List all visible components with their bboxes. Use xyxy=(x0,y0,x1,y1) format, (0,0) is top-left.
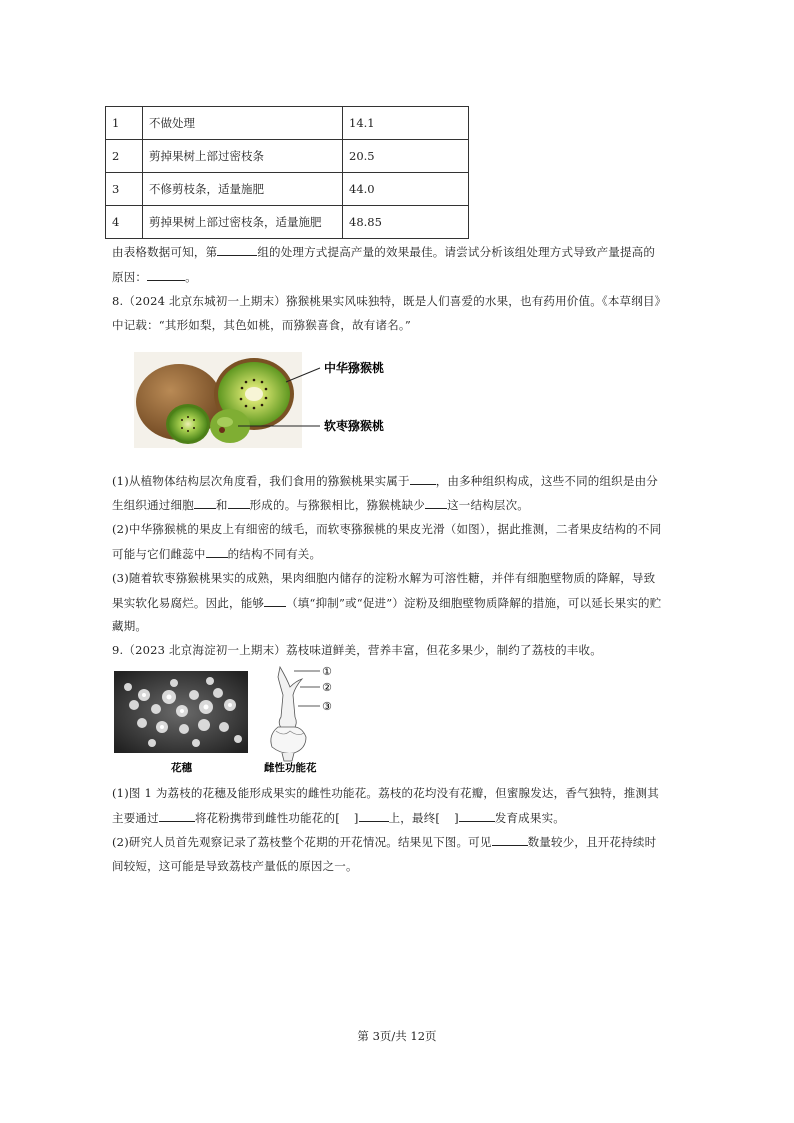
female-flower-icon xyxy=(271,667,306,761)
blank[interactable] xyxy=(159,809,195,822)
blank[interactable] xyxy=(147,268,185,281)
caption-female-flower: 雌性功能花 xyxy=(264,762,317,774)
kiwi-figure xyxy=(134,352,404,448)
q9-s1-line-1: (1)图 1 为荔枝的花穗及能形成果实的雌性功能花。荔枝的花均没有花瓣，但蜜腺发达，香气独特，推测其 xyxy=(112,786,659,800)
blank[interactable] xyxy=(425,496,447,509)
q8-s2-line-1: (2)中华猕猴桃的果皮上有细密的绒毛，而软枣猕猴桃的果皮光滑（如图），据此推测，二者果皮结构的不同 xyxy=(112,522,662,536)
table-cell: 48.85 xyxy=(343,206,469,239)
table-cell: 14.1 xyxy=(343,107,469,140)
blank[interactable] xyxy=(459,809,495,822)
lychee-figure xyxy=(114,665,354,777)
q7-line-1: 由表格数据可知，第 组的处理方式提高产量的效果最佳。请尝试分析该组处理方式导致产量提高的 xyxy=(112,245,656,259)
small-kiwi-half-icon xyxy=(169,407,207,441)
q7-line-2: 原因： 。 xyxy=(112,270,197,284)
table-cell: 1 xyxy=(106,107,143,140)
table-cell: 不修剪枝条，适量施肥 xyxy=(143,173,343,206)
caption-flower-spike: 花穗 xyxy=(171,762,192,774)
blank[interactable] xyxy=(410,472,436,485)
table-row xyxy=(106,140,469,173)
table-cell: 2 xyxy=(106,140,143,173)
label-ruanzao-kiwi: 软枣猕猴桃 xyxy=(324,419,385,433)
blank[interactable] xyxy=(206,545,228,558)
table-row xyxy=(106,107,469,140)
blank[interactable] xyxy=(228,496,250,509)
q9-s2-line-1: (2)研究人员首先观察记录了荔枝整个花期的开花情况。结果见下图。可见 数量较少，且开花持续时 xyxy=(112,835,657,849)
marker-3: ③ xyxy=(322,700,332,713)
blank[interactable] xyxy=(217,243,257,256)
table-cell: 剪掉果树上部过密枝条 xyxy=(143,140,343,173)
table-cell: 不做处理 xyxy=(143,107,343,140)
q8-s1-line-2: 生组织通过细胞 和 形成的。与猕猴相比，猕猴桃缺少 这一结构层次。 xyxy=(112,498,530,512)
q8-intro-1: 8.（2024 北京东城初一上期末）猕猴桃果实风味独特，既是人们喜爱的水果，也有药用价值。《本草纲目》 xyxy=(112,294,667,308)
table-row xyxy=(106,173,469,206)
q8-s2-line-2: 可能与它们雌蕊中 的结构不同有关。 xyxy=(112,547,322,561)
q9-s2-line-2: 间较短，这可能是导致荔枝产量低的原因之一。 xyxy=(112,859,358,873)
blank[interactable] xyxy=(264,594,286,607)
q9-intro: 9.（2023 北京海淀初一上期末）荔枝味道鲜美，营养丰富，但花多果少，制约了荔枝的丰收。 xyxy=(112,643,602,657)
blank[interactable] xyxy=(492,833,528,846)
yield-table xyxy=(105,106,469,239)
page-footer: 第 3页/共 12页 xyxy=(357,1029,437,1043)
marker-2: ② xyxy=(322,681,332,694)
blank[interactable] xyxy=(194,496,216,509)
table-cell: 剪掉果树上部过密枝条，适量施肥 xyxy=(143,206,343,239)
table-cell: 3 xyxy=(106,173,143,206)
blank[interactable] xyxy=(359,809,389,822)
q9-s1-line-2: 主要通过 将花粉携带到雌性功能花的[ ] 上，最终[ ] 发育成果实。 xyxy=(112,811,565,825)
table-cell: 4 xyxy=(106,206,143,239)
q8-intro-2: 中记载：“其形如梨，其色如桃，而猕猴喜食，故有诸名。” xyxy=(112,318,411,332)
q8-s3-line-1: (3)随着软枣猕猴桃果实的成熟，果肉细胞内储存的淀粉水解为可溶性糖，并伴有细胞壁物质的降解，导致 xyxy=(112,571,656,585)
q8-s3-line-3: 藏期。 xyxy=(112,619,148,633)
table-cell: 20.5 xyxy=(343,140,469,173)
table-cell: 44.0 xyxy=(343,173,469,206)
q8-s3-line-2: 果实软化易腐烂。因此，能够 （填“抑制”或“促进”）淀粉及细胞壁物质降解的措施，可以延长果实的贮 xyxy=(112,596,662,610)
marker-1: ① xyxy=(322,665,332,678)
q8-s1-line-1: (1)从植物体结构层次角度看，我们食用的猕猴桃果实属于 ，由多种组织构成，这些不同的组织是由分 xyxy=(112,474,658,488)
table-row xyxy=(106,206,469,239)
label-zhonghua-kiwi: 中华猕猴桃 xyxy=(324,361,385,375)
